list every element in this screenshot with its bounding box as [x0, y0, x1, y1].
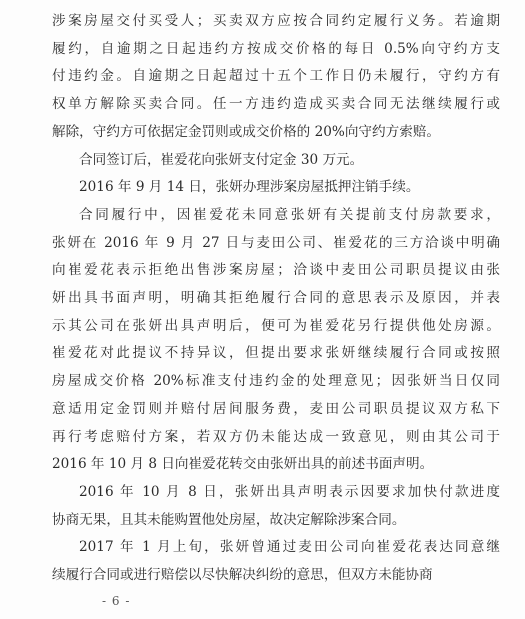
paragraph-line: 示其公司在张妍出具声明后，便可为崔爱花另行提供他处房源。 — [52, 317, 500, 334]
paragraph-line: 张妍在 2016 年 9 月 27 日与麦田公司、崔爱花的三方洽谈中明确 — [52, 234, 500, 251]
paragraph-line: 向崔爱花表示拒绝出售涉案房屋；洽谈中麦田公司职员提议由张 — [52, 262, 500, 279]
paragraph-line: 2016 年 10 月 8 日，张妍出具声明表示因要求加快付款进度 — [79, 483, 500, 500]
paragraph-line: 意适用定金罚则并赔付居间服务费，麦田公司职员提议双方私下 — [52, 400, 500, 417]
paragraph-line: 付违约金。自逾期之日起超过十五个工作日仍未履行，守约方有 — [52, 68, 500, 85]
paragraph-line: 合同签订后，崔爱花向张妍支付定金 30 万元。 — [79, 151, 364, 168]
paragraph-line: 2016 年 9 月 14 日，张妍办理涉案房屋抵押注销手续。 — [79, 179, 420, 196]
paragraph-line: 妍出具书面声明，明确其拒绝履行合同的意思表示及原因，并表 — [52, 290, 500, 307]
paragraph-line: 合同履行中，因崔爱花未同意张妍有关提前支付房款要求， — [79, 206, 500, 223]
paragraph-line: 履约，自逾期之日起违约方按成交价格的每日 0.5%向守约方支 — [52, 40, 500, 57]
paragraph-line: 房屋成交价格 20%标准支付违约金的处理意见；因张妍当日仅同 — [52, 373, 500, 390]
paragraph-line: 解除，守约方可依据定金罚则或成交价格的 20%向守约方索赔。 — [52, 123, 440, 140]
paragraph-line: 再行考虑赔付方案，若双方仍未能达成一致意见，则由其公司于 — [52, 428, 500, 445]
paragraph-line: 2017 年 1 月上旬，张妍曾通过麦田公司向崔爱花表达同意继 — [79, 539, 500, 556]
paragraph-line: 2016 年 10 月 8 日向崔爱花转交由张妍出具的前述书面声明。 — [52, 456, 434, 473]
paragraph-line: 崔爱花对此提议不持异议，但提出要求张妍继续履行合同或按照 — [52, 345, 500, 362]
paragraph-line: 续履行合同或进行赔偿以尽快解决纠纷的意思，但双方未能协商 — [52, 567, 433, 584]
document-body — [52, 8, 500, 590]
page-number: - 6 - — [102, 594, 131, 608]
paragraph-line: 涉案房屋交付买受人；买卖双方应按合同约定履行义务。若逾期 — [52, 13, 500, 29]
paragraph-line: 协商无果，且其未能购置他处房屋，故决定解除涉案合同。 — [52, 511, 406, 528]
paragraph-line: 权单方解除买卖合同。任一方违约造成买卖合同无法继续履行或 — [52, 96, 500, 113]
